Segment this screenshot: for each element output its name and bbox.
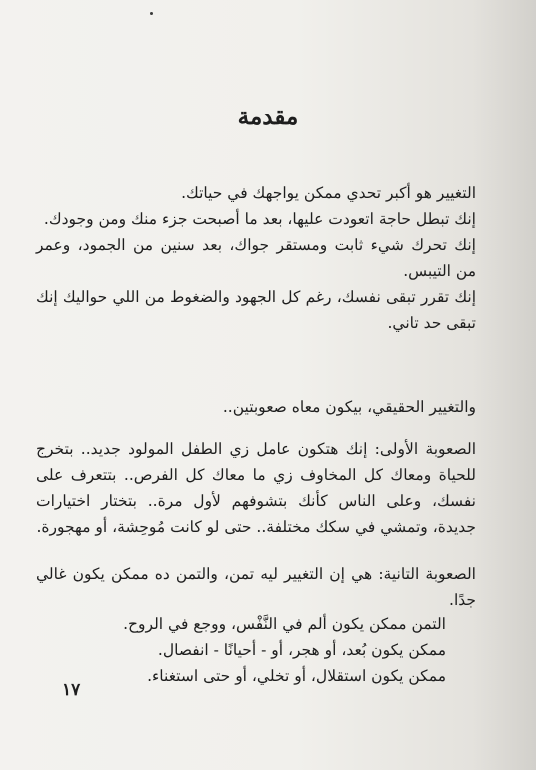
page-number: ١٧ [62,680,81,700]
intro-line: إنك تقرر تبقى نفسك، رغم كل الجهود والضغوط من اللي حواليك إنك تبقى حد تاني. [36,288,476,332]
difficulty-two-text: الصعوبة التانية: هي إن التغيير ليه تمن، والتمن ده ممكن يكون غالي جدًا. [36,565,476,609]
intro-line: إنك تبطل حاجة اتعودت عليها، بعد ما أصبحت جزء منك ومن وجودك. [43,210,476,228]
price-list [46,611,446,689]
real-change-line: والتغيير الحقيقي، بيكون معاه صعوبتين.. [222,398,476,416]
price-line: ممكن يكون بُعد، أو هجر، أو - أحيانًا - انفصال. [157,641,446,659]
real-change-paragraph [36,394,476,420]
price-line: التمن ممكن يكون ألم في النَّفْس، ووجع في الروح. [123,615,446,633]
difficulty-one-paragraph [36,436,476,540]
difficulty-one-text: الصعوبة الأولى: إنك هتكون عامل زي الطفل المولود جديد.. بتخرج للحياة ومعاك كل المخاوف زي ما معاك كل الفرص.. بتتعرف على نفسك، وعلى الناس كأنك بتشوفهم لأول مرة.. بتختار اختيارات جديدة، وتمشي في سكك مختلفة.. حتى لو كانت مُوحِشة، أو مهجورة. [36,440,476,536]
difficulty-two-paragraph [36,561,476,613]
intro-line: التغيير هو أكبر تحدي ممكن يواجهك في حياتك. [181,184,476,202]
page-mark [150,12,153,15]
chapter-heading: مقدمة [237,103,299,130]
price-line: ممكن يكون استقلال، أو تخلي، أو حتى استغناء. [147,667,446,685]
intro-paragraphs [36,180,476,336]
intro-line: إنك تحرك شيء ثابت ومستقر جواك، بعد سنين من الجمود، وعمر من التيبس. [36,236,476,280]
